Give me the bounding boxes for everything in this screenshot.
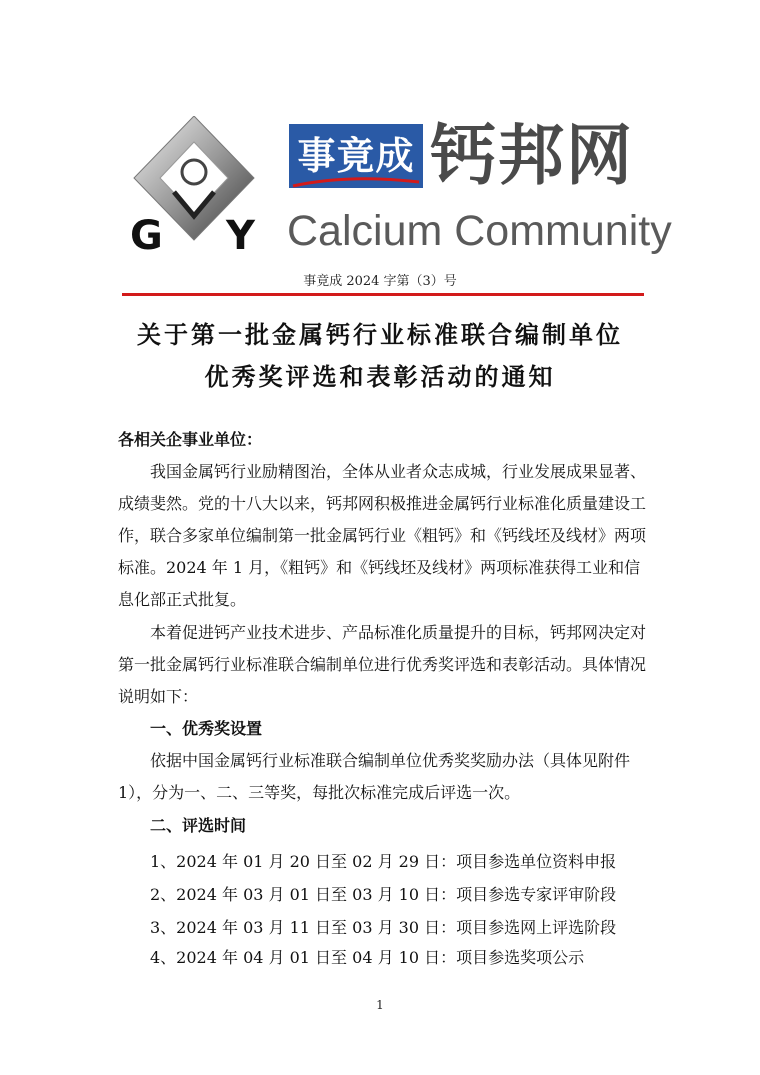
brand-name: 钙邦网 — [430, 117, 634, 194]
paragraph-2: 本着促进钙产业技术进步、产品标准化质量提升的目标，钙邦网决定对第一批金属钙行业标准联合编制单位进行优秀奖评选和表彰活动。具体情况说明如下： — [118, 623, 647, 706]
gy-diamond-logo — [128, 116, 260, 251]
schedule-item: 1、2024 年 01 月 20 日至 02 月 29 日：项目参选单位资料申报 — [150, 852, 617, 871]
section-heading-schedule: 二、评选时间 — [150, 816, 247, 835]
notice-title-line1: 关于第一批金属钙行业标准联合编制单位 — [137, 321, 623, 349]
brand-box-red-swoosh — [289, 176, 423, 188]
schedule-item: 4、2024 年 04 月 01 日至 04 月 10 日：项目参选奖项公示 — [150, 948, 585, 967]
logo-letter-y: Y — [226, 213, 255, 251]
schedule-item: 2、2024 年 03 月 01 日至 03 月 10 日：项目参选专家评审阶段 — [150, 885, 617, 904]
section-heading-awards: 一、优秀奖设置 — [150, 719, 263, 738]
brand-english-name: Calcium Community — [287, 207, 672, 255]
logo-letter-g: G — [130, 213, 163, 251]
page-number: 1 — [376, 998, 384, 1012]
brand-box: 事竟成 — [289, 124, 423, 188]
salutation: 各相关企事业单位： — [118, 430, 263, 449]
paragraph-1: 我国金属钙行业励精图治，全体从业者众志成城，行业发展成果显著、成绩斐然。党的十八大以来，钙邦网积极推进金属钙行业标准化质量建设工作，联合多家单位编制第一批金属钙行业《粗钙》和《钙线坯及线材》两项标准。2024 年 1 月，《粗钙》和《钙线坯及线材》两项标准获得工业和信息化部正式批复。 — [118, 462, 647, 609]
red-divider — [122, 293, 644, 296]
notice-title-line2: 优秀奖评选和表彰活动的通知 — [204, 363, 556, 391]
document-number: 事竟成 2024 字第（3）号 — [303, 274, 457, 289]
paragraph-3: 依据中国金属钙行业标准联合编制单位优秀奖奖励办法（具体见附件 1），分为一、二、三等奖，每批次标准完成后评选一次。 — [118, 751, 631, 802]
schedule-item: 3、2024 年 03 月 11 日至 03 月 30 日：项目参选网上评选阶段 — [150, 918, 617, 937]
